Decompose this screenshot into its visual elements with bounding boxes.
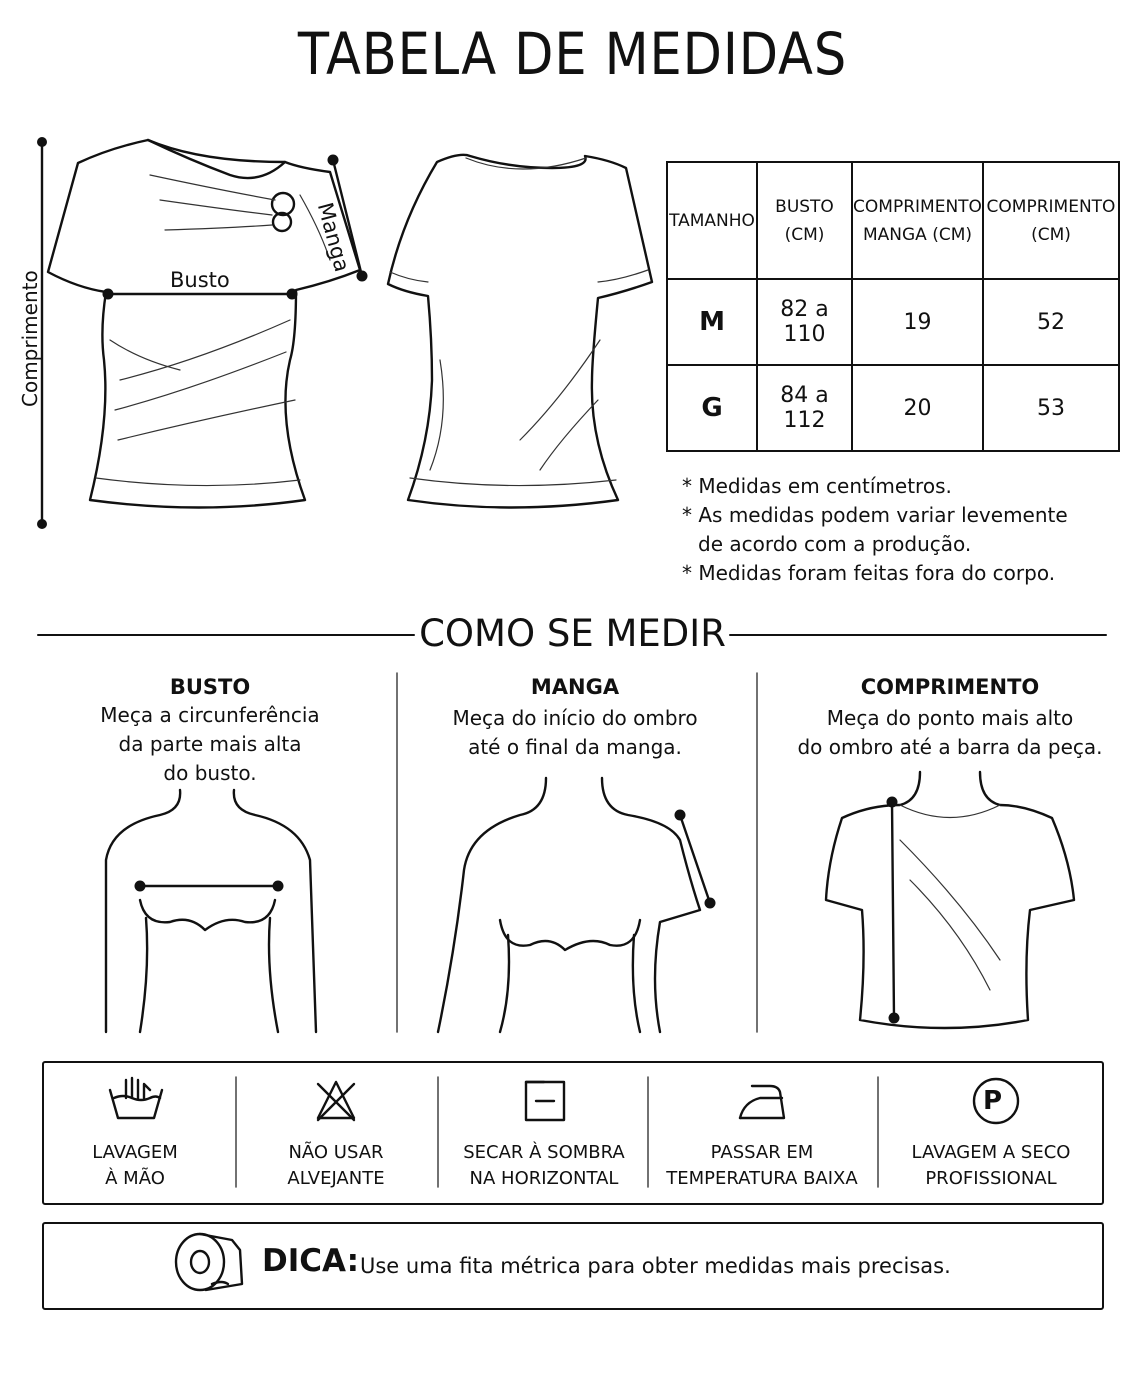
- how-to-measure-title: COMO SE MEDIR: [419, 612, 726, 655]
- busto-instructions: Meça a circunferência da parte mais alta do busto.: [100, 703, 320, 785]
- care-label-dry-flat: SECAR À SOMBRA NA HORIZONTAL: [463, 1142, 625, 1189]
- busto-label: Busto: [170, 268, 230, 292]
- header-comprimento-manga: COMPRIMENTO MANGA (CM): [852, 162, 983, 279]
- comprimento-cell: 52: [983, 279, 1119, 365]
- size-cell: G: [667, 365, 757, 451]
- busto-cell: 84 a 112: [757, 365, 852, 451]
- manga-instructions: Meça do início do ombro até o final da manga.: [452, 706, 698, 759]
- comprimento-cell: 53: [983, 365, 1119, 451]
- busto-heading: BUSTO: [169, 675, 251, 699]
- tip-label: DICA:: [262, 1243, 359, 1279]
- care-label-hand-wash: LAVAGEM À MÃO: [92, 1142, 178, 1189]
- header-busto: BUSTO (CM): [757, 162, 852, 279]
- busto-cell: 82 a 110: [757, 279, 852, 365]
- size-cell: M: [667, 279, 757, 365]
- note-line: * Medidas em centímetros.: [682, 474, 952, 498]
- tip-text: Use uma fita métrica para obter medidas mais precisas.: [360, 1254, 951, 1278]
- care-label-dry-clean: LAVAGEM A SECO PROFISSIONAL: [911, 1142, 1071, 1189]
- care-label-no-bleach: NÃO USAR ALVEJANTE: [287, 1142, 385, 1189]
- manga-cell: 19: [852, 279, 983, 365]
- care-label-iron-low: PASSAR EM TEMPERATURA BAIXA: [666, 1142, 858, 1189]
- note-line: * Medidas foram feitas fora do corpo.: [682, 561, 1056, 585]
- comprimento-instructions: Meça do ponto mais alto do ombro até a barra da peça.: [797, 706, 1103, 759]
- header-tamanho: TAMANHO: [667, 162, 757, 279]
- manga-label: Manga: [312, 200, 355, 275]
- header-comprimento: COMPRIMENTO (CM): [983, 162, 1119, 279]
- note-line: * As medidas podem variar levemente: [682, 503, 1068, 527]
- comprimento-label: Comprimento: [18, 270, 42, 407]
- page-title: TABELA DE MEDIDAS: [297, 20, 848, 88]
- dry-clean-p-letter: P: [983, 1086, 1003, 1116]
- note-line: de acordo com a produção.: [698, 532, 972, 556]
- manga-heading: MANGA: [530, 675, 620, 699]
- comprimento-heading: COMPRIMENTO: [860, 675, 1040, 699]
- manga-cell: 20: [852, 365, 983, 451]
